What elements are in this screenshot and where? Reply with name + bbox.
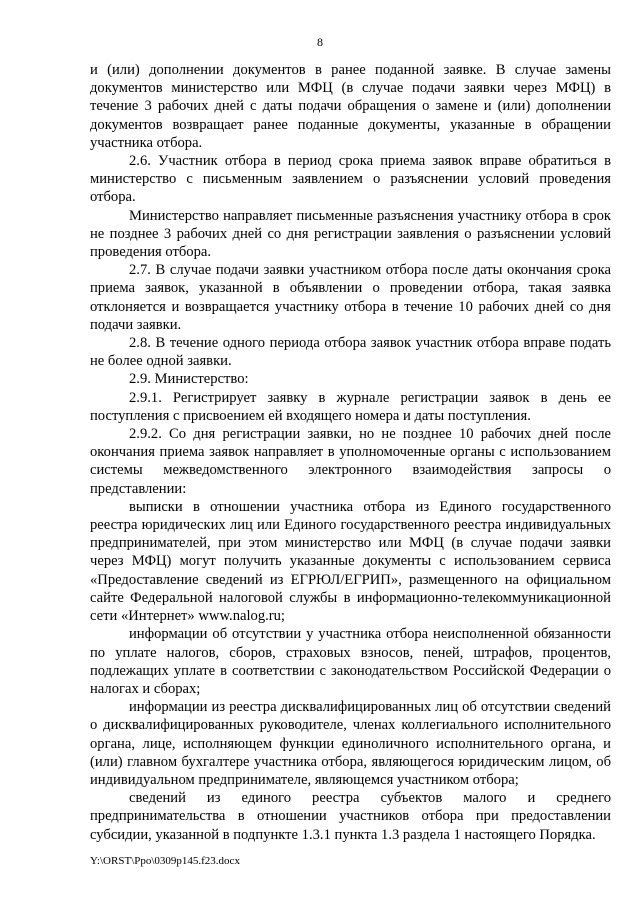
paragraph: 2.9. Министерство:: [129, 371, 249, 388]
paragraph: 2.7. В случае подачи заявки участником отбора после даты окончания срока приема заявок, указанной в объявлении о проведении отбора, такая заявка отклоняется и возвращается участнику отбора в течение 10 рабочих дней со дня подачи заявки.: [90, 262, 611, 333]
paragraph: сведений из единого реестра субъектов малого и среднего предпринимательства в отношении участников отбора при предоставлении субсидии, указанной в подпункте 1.3.1 пункта 1.3 раздела 1 настоящего Порядка.: [90, 790, 611, 843]
paragraph: информации из реестра дисквалифицированных лиц об отсутствии сведений о дисквалифицированных руководителе, членах коллегиального исполнительного органа, лице, исполняющем функции единоличного исполнительного органа, и (или) главном бухгалтере участника отбора, являющегося юридическим лицом, об индивидуальном предпринимателе, являющемся участником отбора;: [90, 699, 611, 788]
paragraph: Министерство направляет письменные разъяснения участнику отбора в срок не позднее 3 рабочих дней со дня регистрации заявления о разъяснении условий проведения отбора.: [90, 207, 611, 261]
paragraph: 2.9.2. Со дня регистрации заявки, но не позднее 10 рабочих дней после окончания приема заявок направляет в уполномоченные органы с использованием системы межведомственного электронного взаимодействия запросы о представлении:: [90, 426, 611, 497]
paragraph: 2.6. Участник отбора в период срока приема заявок вправе обратиться в министерство с письменным заявлением о разъяснении условий проведения отбора.: [90, 153, 611, 206]
paragraph: 2.8. В течение одного периода отбора заявок участник отбора вправе подать не более одной заявки.: [90, 335, 611, 370]
paragraph: 2.9.1. Регистрирует заявку в журнале регистрации заявок в день ее поступления с присвоением ей входящего номера и даты поступления.: [90, 389, 611, 424]
document-body: [90, 61, 611, 844]
page-number: 8: [317, 35, 323, 49]
footer-file-path: Y:\ORST\Ppo\0309p145.f23.docx: [90, 855, 240, 867]
paragraph: информации об отсутствии у участника отбора неисполненной обязанности по уплате налогов, сборов, страховых взносов, пеней, штрафов, процентов, подлежащих уплате в соответствии с законодательством Российской Федерации о налогах и сборах;: [90, 626, 611, 697]
paragraph: и (или) дополнении документов в ранее поданной заявке. В случае замены документов министерство или МФЦ (в случае подачи заявки через МФЦ) в течение 3 рабочих дней с даты подачи обращения о замене и (или) дополнении документов возвращает ранее поданные документы, указанные в обращении участника отбора.: [90, 62, 611, 151]
paragraph: выписки в отношении участника отбора из Единого государственного реестра юридических лиц или Единого государственного реестра индивидуальных предпринимателей, при этом министерство или МФЦ (в случае подачи заявки через МФЦ) могут получить указанные документы с использованием сервиса «Предоставление сведений из ЕГРЮЛ/ЕГРИП», размещенного на официальном сайте Федеральной налоговой службы в информационно-телекоммуникационной сети «Интернет» www.nalog.ru;: [90, 498, 611, 625]
